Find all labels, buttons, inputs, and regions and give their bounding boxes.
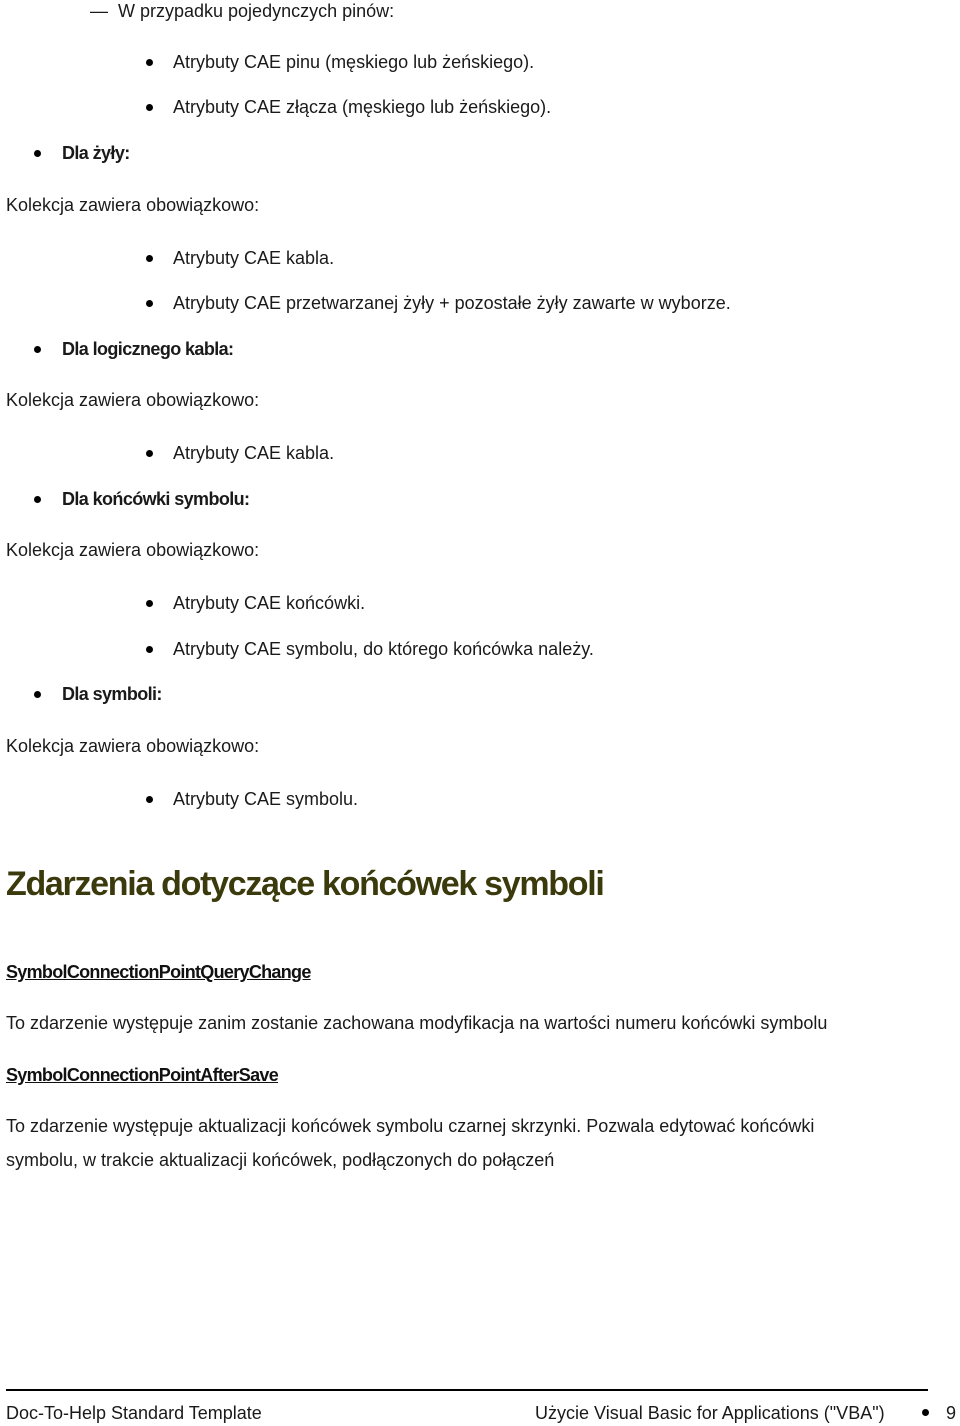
footer-left-title: Doc-To-Help Standard Template xyxy=(6,1403,262,1423)
bullet-icon xyxy=(146,450,153,457)
dash-marker: — xyxy=(90,1,108,21)
event-description: symbolu, w trakcie aktualizacji końcówek, podłączonych do połączeń xyxy=(6,1150,555,1170)
collection-label: Kolekcja zawiera obowiązkowo: xyxy=(6,195,260,215)
event-name-link[interactable]: SymbolConnectionPointAfterSave xyxy=(6,1065,279,1085)
footer-right-title: Użycie Visual Basic for Applications ("VBA") xyxy=(535,1403,885,1423)
bullet-icon xyxy=(146,796,153,803)
bullet-icon xyxy=(34,691,41,698)
collection-label: Kolekcja zawiera obowiązkowo: xyxy=(6,736,260,756)
section-title: Dla symboli: xyxy=(62,684,162,704)
event-description: To zdarzenie występuje zanim zostanie zachowana modyfikacja na wartości numeru końcówki symbolu xyxy=(6,1013,828,1033)
list-item: Atrybuty CAE symbolu. xyxy=(173,789,359,809)
list-item: Atrybuty CAE końcówki. xyxy=(173,593,366,613)
bullet-icon xyxy=(146,646,153,653)
event-name-link[interactable]: SymbolConnectionPointQueryChange xyxy=(6,962,311,982)
collection-label: Kolekcja zawiera obowiązkowo: xyxy=(6,540,260,560)
list-item: Atrybuty CAE przetwarzanej żyły + pozostałe żyły zawarte w wyborze. xyxy=(173,293,731,313)
footer-divider xyxy=(6,1389,928,1391)
bullet-icon xyxy=(146,600,153,607)
bullet-icon xyxy=(34,346,41,353)
bullet-icon xyxy=(146,59,153,66)
bullet-icon xyxy=(34,496,41,503)
list-item: Atrybuty CAE pinu (męskiego lub żeńskiego). xyxy=(173,52,535,72)
bullet-icon xyxy=(922,1409,929,1416)
collection-label: Kolekcja zawiera obowiązkowo: xyxy=(6,390,260,410)
list-item: Atrybuty CAE kabla. xyxy=(173,248,335,268)
section-title: Dla logicznego kabla: xyxy=(62,339,234,359)
section-heading: Zdarzenia dotyczące końcówek symboli xyxy=(6,865,604,903)
section-title: Dla żyły: xyxy=(62,143,130,163)
section-title: Dla końcówki symbolu: xyxy=(62,489,250,509)
event-description: To zdarzenie występuje aktualizacji końcówek symbolu czarnej skrzynki. Pozwala edytować końcówki xyxy=(6,1116,815,1136)
bullet-icon xyxy=(34,150,41,157)
bullet-icon xyxy=(146,255,153,262)
list-item: Atrybuty CAE złącza (męskiego lub żeńskiego). xyxy=(173,97,552,117)
page-number: 9 xyxy=(946,1403,957,1423)
list-item: Atrybuty CAE kabla. xyxy=(173,443,335,463)
list-item: Atrybuty CAE symbolu, do którego końcówka należy. xyxy=(173,639,594,659)
bullet-icon xyxy=(146,104,153,111)
bullet-icon xyxy=(146,300,153,307)
single-pins-label: W przypadku pojedynczych pinów: xyxy=(118,1,395,21)
